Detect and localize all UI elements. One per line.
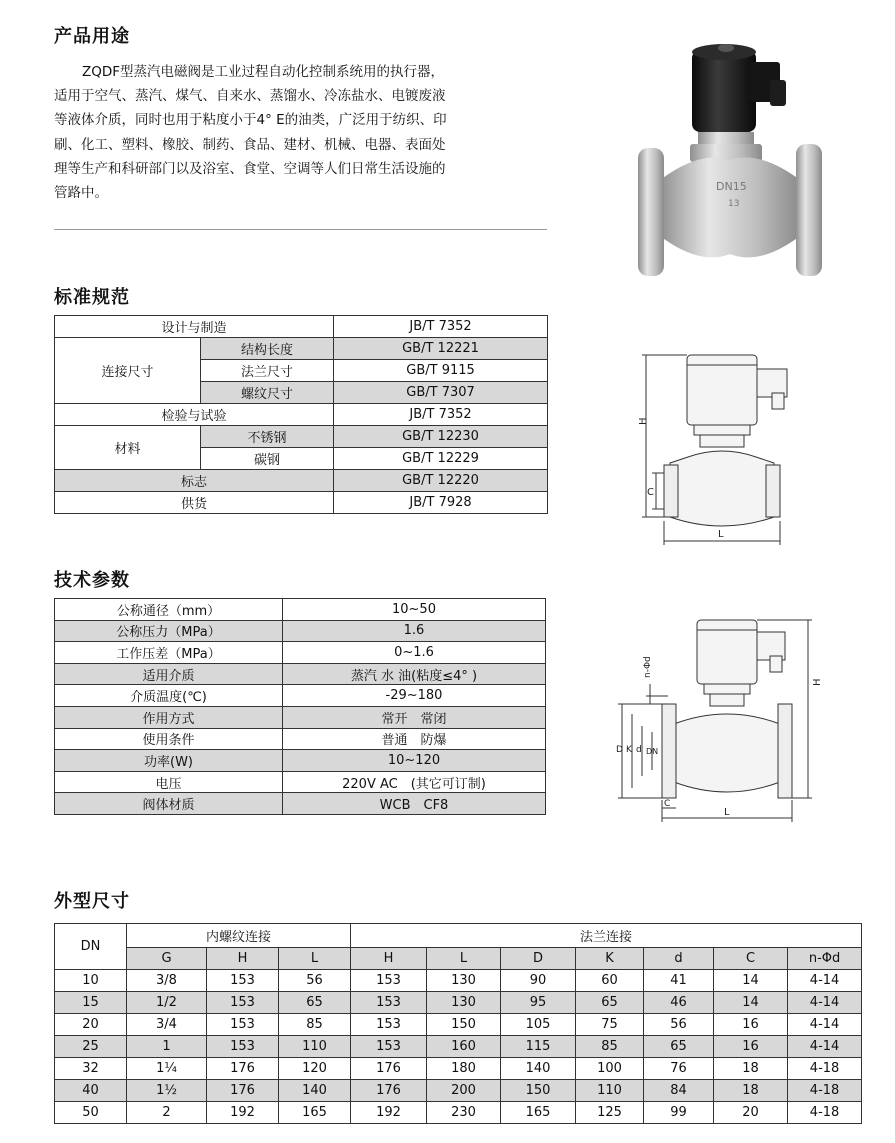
usage-line: 理等生产和科研部门以及浴室、食堂、空调等人们日常生活设施的 <box>54 160 446 177</box>
table-cell: 41 <box>644 970 714 992</box>
dimension-label: H <box>812 678 823 686</box>
table-cell: 176 <box>351 1080 427 1102</box>
table-cell: 20 <box>55 1014 127 1036</box>
table-cell: 14 <box>714 970 788 992</box>
table-cell: 105 <box>501 1014 576 1036</box>
table-cell: 18 <box>714 1080 788 1102</box>
table-cell: 检验与试验 <box>55 404 334 426</box>
table-cell: 60 <box>576 970 644 992</box>
table-row <box>55 728 546 750</box>
table-cell: GB/T 12229 <box>334 448 548 470</box>
section-divider <box>54 229 547 230</box>
table-cell: 153 <box>351 992 427 1014</box>
valve-product-photo <box>630 40 830 280</box>
table-cell: 公称通径（mm） <box>55 599 283 621</box>
usage-description <box>54 60 554 205</box>
table-row <box>55 1102 862 1124</box>
table-cell: 160 <box>427 1036 501 1058</box>
coil-shape <box>692 50 756 132</box>
table-cell: 10~50 <box>283 599 546 621</box>
table-cell: 56 <box>644 1014 714 1036</box>
table-cell: 3/8 <box>127 970 207 992</box>
table-cell: 功率(W) <box>55 750 283 772</box>
table-cell: 18 <box>714 1058 788 1080</box>
table-cell: 蒸汽 水 油(粘度≤4° ) <box>283 663 546 685</box>
standards-title: 标准规范 <box>54 287 130 308</box>
table-cell: 1½ <box>127 1080 207 1102</box>
usage-line: 刷、化工、塑料、橡胶、制药、食品、建材、机械、电器、表面处 <box>54 136 446 153</box>
header-cell: L <box>279 948 351 970</box>
table-cell: 120 <box>279 1058 351 1080</box>
table-cell: 10 <box>55 970 127 992</box>
table-cell: 75 <box>576 1014 644 1036</box>
table-cell: 85 <box>279 1014 351 1036</box>
table-cell: 碳钢 <box>201 448 334 470</box>
table-row <box>55 1080 862 1102</box>
table-header-row <box>55 948 862 970</box>
table-cell: WCB CF8 <box>283 793 546 815</box>
table-cell: 40 <box>55 1080 127 1102</box>
dimension-label: H <box>638 417 649 425</box>
table-cell: 设计与制造 <box>55 316 334 338</box>
table-cell: 常开 常闭 <box>283 706 546 728</box>
table-cell: 介质温度(℃) <box>55 685 283 707</box>
table-cell: 90 <box>501 970 576 992</box>
dimension-label: L <box>724 807 730 818</box>
table-cell: 3/4 <box>127 1014 207 1036</box>
header-cell: 内螺纹连接 <box>127 924 351 948</box>
table-cell: 56 <box>279 970 351 992</box>
table-cell: GB/T 12230 <box>334 426 548 448</box>
photo-mark: DN15 <box>716 180 747 193</box>
photo-mark: 13 <box>728 199 740 209</box>
table-row <box>55 599 546 621</box>
table-cell: 76 <box>644 1058 714 1080</box>
table-cell: 200 <box>427 1080 501 1102</box>
table-cell: 180 <box>427 1058 501 1080</box>
table-cell: 165 <box>279 1102 351 1124</box>
table-cell: 125 <box>576 1102 644 1124</box>
table-row <box>55 620 546 642</box>
table-row <box>55 404 548 426</box>
table-cell: 130 <box>427 992 501 1014</box>
table-cell: 25 <box>55 1036 127 1058</box>
table-row <box>55 1036 862 1058</box>
header-cell: d <box>644 948 714 970</box>
table-header-row <box>55 924 862 948</box>
table-cell: GB/T 12221 <box>334 338 548 360</box>
table-row <box>55 970 862 992</box>
table-cell: 作用方式 <box>55 706 283 728</box>
table-cell: 150 <box>427 1014 501 1036</box>
table-cell: 公称压力（MPa） <box>55 620 283 642</box>
table-row <box>55 750 546 772</box>
table-cell: 85 <box>576 1036 644 1058</box>
header-cell: n-Φd <box>788 948 862 970</box>
table-cell: 192 <box>207 1102 279 1124</box>
table-cell: 230 <box>427 1102 501 1124</box>
table-cell: 46 <box>644 992 714 1014</box>
table-cell: 99 <box>644 1102 714 1124</box>
dimensions-table <box>54 923 862 1124</box>
threaded-valve-diagram <box>632 345 832 550</box>
table-cell: 65 <box>279 992 351 1014</box>
table-row <box>55 793 546 815</box>
table-cell: 1/2 <box>127 992 207 1014</box>
table-cell: GB/T 7307 <box>334 382 548 404</box>
table-cell: 153 <box>207 1014 279 1036</box>
dimension-label: DN <box>646 747 659 756</box>
table-cell: 4-18 <box>788 1080 862 1102</box>
table-cell: 10~120 <box>283 750 546 772</box>
table-cell: 16 <box>714 1036 788 1058</box>
dimension-label: C <box>664 799 671 809</box>
table-cell: 结构长度 <box>201 338 334 360</box>
table-cell: 110 <box>279 1036 351 1058</box>
dimension-label: d <box>636 745 642 755</box>
table-cell: 法兰尺寸 <box>201 360 334 382</box>
table-cell: 176 <box>207 1080 279 1102</box>
table-cell: 32 <box>55 1058 127 1080</box>
table-cell: 4-14 <box>788 1036 862 1058</box>
table-cell: 115 <box>501 1036 576 1058</box>
table-cell: 192 <box>351 1102 427 1124</box>
table-cell: 1 <box>127 1036 207 1058</box>
dimension-label: K <box>626 745 632 755</box>
table-cell: 0~1.6 <box>283 642 546 664</box>
table-cell: 供货 <box>55 492 334 514</box>
table-row <box>55 426 548 448</box>
dimension-label: C <box>647 487 654 498</box>
table-cell: 176 <box>351 1058 427 1080</box>
table-cell: 材料 <box>55 426 201 470</box>
table-cell: 不锈钢 <box>201 426 334 448</box>
header-cell: C <box>714 948 788 970</box>
header-cell: 法兰连接 <box>351 924 862 948</box>
table-cell: 65 <box>576 992 644 1014</box>
tech-title: 技术参数 <box>54 570 130 591</box>
tech-table <box>54 598 546 815</box>
table-cell: GB/T 9115 <box>334 360 548 382</box>
table-cell: 4-14 <box>788 970 862 992</box>
table-cell: 14 <box>714 992 788 1014</box>
table-cell: 普通 防爆 <box>283 728 546 750</box>
usage-title: 产品用途 <box>54 26 130 47</box>
table-cell: 153 <box>207 992 279 1014</box>
table-cell: 140 <box>501 1058 576 1080</box>
table-cell: 50 <box>55 1102 127 1124</box>
header-cell: D <box>501 948 576 970</box>
table-cell: JB/T 7928 <box>334 492 548 514</box>
standards-table <box>54 315 548 514</box>
table-cell: 220V AC (其它可订制) <box>283 771 546 793</box>
table-row <box>55 706 546 728</box>
table-row <box>55 492 548 514</box>
table-cell: 65 <box>644 1036 714 1058</box>
table-cell: 4-18 <box>788 1102 862 1124</box>
dimension-label: D <box>616 745 623 755</box>
table-cell: 2 <box>127 1102 207 1124</box>
table-cell: 4-14 <box>788 992 862 1014</box>
table-cell: 153 <box>351 970 427 992</box>
table-cell: 4-18 <box>788 1058 862 1080</box>
header-cell: L <box>427 948 501 970</box>
dimensions-body <box>55 970 862 1124</box>
table-cell: 4-14 <box>788 1014 862 1036</box>
dimension-label: n-Φd <box>643 656 653 678</box>
header-cell: H <box>351 948 427 970</box>
table-cell: 110 <box>576 1080 644 1102</box>
table-cell: 工作压差（MPa） <box>55 642 283 664</box>
table-cell: GB/T 12220 <box>334 470 548 492</box>
table-cell: 153 <box>351 1036 427 1058</box>
table-row <box>55 663 546 685</box>
header-cell: H <box>207 948 279 970</box>
table-cell: -29~180 <box>283 685 546 707</box>
table-cell: 使用条件 <box>55 728 283 750</box>
table-cell: 153 <box>207 1036 279 1058</box>
table-cell: 176 <box>207 1058 279 1080</box>
table-cell: 1.6 <box>283 620 546 642</box>
table-cell: 130 <box>427 970 501 992</box>
table-cell: 标志 <box>55 470 334 492</box>
table-cell: 100 <box>576 1058 644 1080</box>
table-cell: 电压 <box>55 771 283 793</box>
table-row <box>55 338 548 360</box>
table-cell: 15 <box>55 992 127 1014</box>
table-cell: 84 <box>644 1080 714 1102</box>
table-cell: 阀体材质 <box>55 793 283 815</box>
table-cell: 165 <box>501 1102 576 1124</box>
table-row <box>55 316 548 338</box>
usage-line: 适用于空气、蒸汽、煤气、自来水、蒸馏水、冷冻盐水、电镀废液 <box>54 88 446 105</box>
table-row <box>55 642 546 664</box>
usage-line: 等液体介质，同时也用于粘度小于4° E的油类，广泛用于纺织、印 <box>54 112 447 129</box>
flanged-valve-diagram <box>612 612 837 827</box>
header-cell: K <box>576 948 644 970</box>
table-cell: 16 <box>714 1014 788 1036</box>
usage-line: 管路中。 <box>54 185 108 202</box>
table-row <box>55 771 546 793</box>
table-cell: 适用介质 <box>55 663 283 685</box>
table-row <box>55 1014 862 1036</box>
table-cell: 连接尺寸 <box>55 338 201 404</box>
table-cell: 1¼ <box>127 1058 207 1080</box>
table-row <box>55 1058 862 1080</box>
table-row <box>55 685 546 707</box>
header-cell: DN <box>55 924 127 970</box>
usage-line: ZQDF型蒸汽电磁阀是工业过程自动化控制系统用的执行器， <box>82 64 445 80</box>
table-cell: 153 <box>207 970 279 992</box>
table-cell: 95 <box>501 992 576 1014</box>
table-cell: 153 <box>351 1014 427 1036</box>
table-row <box>55 470 548 492</box>
table-cell: 螺纹尺寸 <box>201 382 334 404</box>
dimension-label: L <box>718 529 724 540</box>
table-cell: JB/T 7352 <box>334 404 548 426</box>
table-cell: 150 <box>501 1080 576 1102</box>
table-cell: JB/T 7352 <box>334 316 548 338</box>
table-cell: 20 <box>714 1102 788 1124</box>
header-cell: G <box>127 948 207 970</box>
table-row <box>55 992 862 1014</box>
table-cell: 140 <box>279 1080 351 1102</box>
dims-title: 外型尺寸 <box>54 891 130 912</box>
